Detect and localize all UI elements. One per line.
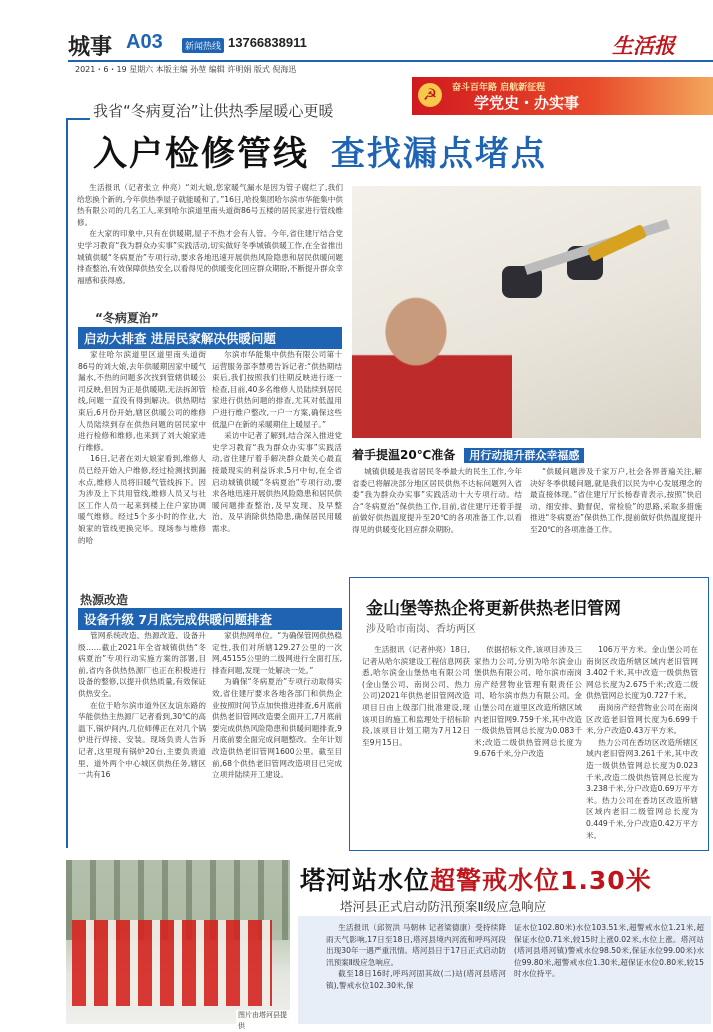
masthead-rule [68, 60, 713, 62]
hotline-label: 新闻热线 [182, 38, 224, 53]
party-emblem-icon: ☭ [418, 83, 442, 107]
story2-subhead: 涉及哈市南岗、香坊两区 [366, 624, 476, 635]
page-number: A03 [126, 31, 163, 53]
story2-p1: 生活报讯（记者仲亮）18日,记者从哈尔滨建设工程信息网获悉,哈尔滨金山堡热电有限公司(金山堡公司、南岗公司、热力公司)2021年供热老旧管网改造项目日由上级部门批准建设,现该项目的施工和监理处于招标阶段,该项目计划工期为7月12日至9月15日。 [362, 645, 470, 747]
colA-p2: 16日,记者在刘大娘家看到,维修人员已经开始入户维修,经过检测找到漏水点,维修人员将旧暖气管线拆下。因为涉及上下共用管线,维修人员又与社区工作人员一起来到楼上住户家协调暖气维修。经过5个多小时的作业,大娘家的管线更换完毕。现场参与维修的哈 [78, 454, 206, 545]
lead-intro [77, 182, 343, 304]
caption-blue: 用行动提升群众幸福感 [464, 448, 584, 463]
story2-p3b: 南岗房产经营物业公司在南岗区改造老旧管网长度为6.699千米,分户改造0.43万平方米。 [586, 702, 698, 736]
brand-logo: 生活报 [612, 33, 675, 58]
section-title: 城事 [68, 34, 113, 60]
story3-p1b: 截至18日16时,呼玛河固其故(二)站(塔河县塔河镇),警戒水位102.30米,保 [326, 969, 506, 990]
colE-p1: 管网系统改造、热源改造、设备升级……截止2021年全省城镇供热“冬病夏治”专项行动实施方案的部署,目前,省内各供热热源厂也正在积极进行设备的整修,以提升供热质量,有效保证供热安全。 [78, 631, 206, 698]
photo-credit: 图片由塔河县提供 [236, 1010, 290, 1032]
story2-headline: 金山堡等热企将更新供热老旧管网 [366, 599, 621, 619]
story3-col2 [514, 922, 704, 1022]
caption-black: 着手提温20℃准备 [352, 448, 456, 462]
story2-col2 [474, 644, 582, 842]
story3-headline [300, 861, 652, 897]
story3-headline-black: 塔河站水位 [300, 866, 431, 895]
masthead [0, 0, 713, 74]
story3-col1 [326, 922, 506, 1022]
story2-col1 [362, 644, 470, 842]
hotline-number: 13766838911 [228, 35, 307, 50]
sub2-kicker: 热源改造 [80, 593, 129, 607]
photo-caption [352, 444, 584, 463]
rescue-workers [72, 920, 272, 1006]
story3-p1: 生活报讯（邱贺洪 马朝林 记者梁德康）受持续降雨天气影响,17日至18日,塔河县境内河流和呼玛河段出现30年一遇严重汛情。塔河县日于17日正式启动防汛预案Ⅱ级应急响应。 [326, 923, 506, 967]
column-a [78, 349, 206, 584]
worker-figure [352, 286, 512, 438]
story2-p3c: 热力公司在香坊区改造所辖区域内老旧管网3.261千米,其中改造一级供热管网总长度为0.023千米,改造二级供热管网总长度为3.238千米,分户改造0.69万平方米。热力公司在香坊区改造所辖区域内老旧二级管网总长度为0.449千米,分户改造0.42万平方米。 [586, 737, 698, 840]
colC-p1: 城镇供暖是我省居民冬季最大的民生工作,今年省委已将解决部分地区居民供热不达标问题列入省委“我为群众办实事”实践活动十大专项行动。结合“冬病夏治”保供热工作,目前,省住建厅还着手提前做好供热温度提升至20℃的各项准备工作,以看得见的供暖变化回应群众期盼。 [352, 467, 522, 534]
dateline: 2021・6・19 星期六 本版主编 孙堃 编辑 许明娟 版式 倪海迅 [75, 65, 297, 74]
headline-black: 入户检修管线 [93, 134, 309, 174]
column-d [530, 466, 702, 566]
story3-photo [66, 860, 290, 1030]
sub1-kicker: “冬病夏治” [95, 311, 159, 325]
colB-p1: 尔滨市华能集中供热有限公司第十运营服务部李慧勇告诉记者:“供热期结束后,我们按照我们往期反映进行逐一检查,目前,40多名维修人员陆续到居民家进行供热问题的排查,尤其对低温用户进行维户整改,一户一方案,确保这些低温户在新的采暖期住上暖屋子。” [212, 350, 342, 429]
story3-subhead: 塔河县正式启动防汛预案Ⅱ级应急响应 [340, 899, 547, 914]
lead-photo [352, 186, 701, 438]
colF-p2: 为确保“冬病夏治”专项行动取得实效,省住建厅要求各地各部门和供热企业按照时间节点加快推进排查,6月底前供热老旧管网改造要全面开工,7月底前要完成供热风险隐患和供暖问题排查,9月底前要全面完成问题整改。全年计划改造供热老旧管网1600公里。截至目前,68个供热老旧管网改造项目已完成立项并陆续开工建设。 [212, 677, 342, 780]
story2-p3: 106万平方米。金山堡公司在南岗区改造所辖区域内老旧管网3.402千米,其中改造一级供热管网总长度为2.675千米;改造二级供热管网总长度为0.727千米。 [586, 645, 698, 701]
intro-paragraph-1: 生活报讯（记者张立 仲亮）“刘大娘,您家暖气漏水是因为管子腐烂了,我们给您换个新的,今年供热季屋子就能暖和了。”16日,哈投集团哈尔滨市华能集中供热有限公司的几名工人,来到哈尔滨道里南头道街86号五楼的居民家进行管线维修。 [77, 183, 343, 227]
kicker-rule [66, 118, 90, 120]
column-b [212, 349, 342, 584]
sub2-title: 设备升级 7月底完成供暖问题排查 [78, 608, 342, 630]
colE-p2: 在位于哈尔滨市道外区友谊东路的华能供热主热源厂记者看到,30℃的高温下,锅炉间内,几位师傅正在对几个锅炉进行焊接、安装。现场负责人告诉记者,这里现有锅炉20台,主要负责道里、道外两个中心城区供热任务,辖区一共有16 [78, 700, 206, 780]
intro-paragraph-2: 在大家的印象中,只有在供暖期,屋子不热才会有人管。今年,省住建厅结合党史学习教育“我为群众办实事”实践活动,切实做好冬季城镇供暖工作,在全省推出城镇供暖“冬病夏治”专项行动,要求各地迅速开展供热风险隐患和居民供暖问题排查整治,有效保障供热安全,以看得见的供暖变化回应群众期盼,不断提升群众幸福感和获得感。 [77, 229, 343, 285]
story2-p2: 依据招标文件,该项目涉及三家热力公司,分别为哈尔滨金山堡供热有限公司、哈尔滨市南岗房产经营物业管理有限责任公司、哈尔滨市热力有限公司。金山堡公司在道里区改造所辖区域内老旧管网9.759千米,其中改造一级供热管网总长度为0.083千米;改造二级供热管网总长度为9.676千米,分户改造 [474, 645, 582, 759]
lead-headline [93, 126, 547, 175]
story2-box [349, 577, 709, 851]
left-rule [66, 120, 68, 848]
colF-p1: 家供热网单位。“为确保管网供热稳定性,我们对所辖129.27公里的一次网,45155公里的二级网进行全面打压,排查问题,发现一处解决一处。” [212, 631, 342, 675]
column-f [212, 630, 342, 844]
story2-col3 [586, 644, 698, 842]
column-e [78, 630, 206, 844]
colA-p1: 家住哈尔滨道里区道里南头道街86号的刘大娘,去年供暖期因家中暖气漏水,不热的问题多次找到管辖供暖公司反映,但因为正是供暖期,无法拆卸管线,问题一直没有得到解决。供热期结束后,6月份开始,辖区供暖公司的维修人员陆续到存在供热问题的居民家中进行检修和维修,也来到了刘大娘家进行维修。 [78, 350, 206, 452]
story3-headline-red: 超警戒水位1.30米 [430, 866, 652, 895]
banner-line1: 奋斗百年路 启航新征程 [452, 83, 546, 93]
sub1-title: 启动大排查 进居民家解决供暖问题 [78, 327, 342, 349]
banner-line2: 学党史・办实事 [474, 94, 580, 112]
colB-p2: 采访中记者了解到,结合深入推进党史学习教育“我为群众办实事”实践活动,省住建厅着手解决群众最关心最直接最现实的利益诉求,5月中旬,在全省启动城镇供暖“冬病夏治”专项行动,要求各地迅速开展供热风险隐患和居民供暖问题排查整治,及早发现、及早整治、及早消除供热隐患,确保居民用暖需求。 [212, 431, 342, 533]
column-c [352, 466, 522, 566]
lead-kicker: 我省“冬病夏治”让供热季屋暖心更暖 [93, 102, 334, 120]
story3-p2: 证水位102.80米)水位103.51米,超警戒水位1.21米,超保证水位0.71米,较15时上涨0.02米,水位上涨。塔河站(塔河县塔河镇)警戒水位98.50米,保证水位99.00米)水位99.80米,超警戒水位1.30米,超保证水位0.80米,较15时水位持平。 [514, 923, 704, 979]
headline-blue: 查找漏点堵点 [330, 134, 547, 174]
party-banner [412, 77, 713, 115]
colD-p1: “供暖问题涉及千家万户,社会各界普遍关注,解决好冬季供暖问题,就是我们以民为中心发展理念的最直接体现。”省住建厅厅长杨春青表示,按照“快启动、细安排、勤督促、常检验”的思路,采取多措施推进“冬病夏治”保供热工作,提前做好供热温度提升至20℃的各项准备工作。 [530, 467, 702, 534]
